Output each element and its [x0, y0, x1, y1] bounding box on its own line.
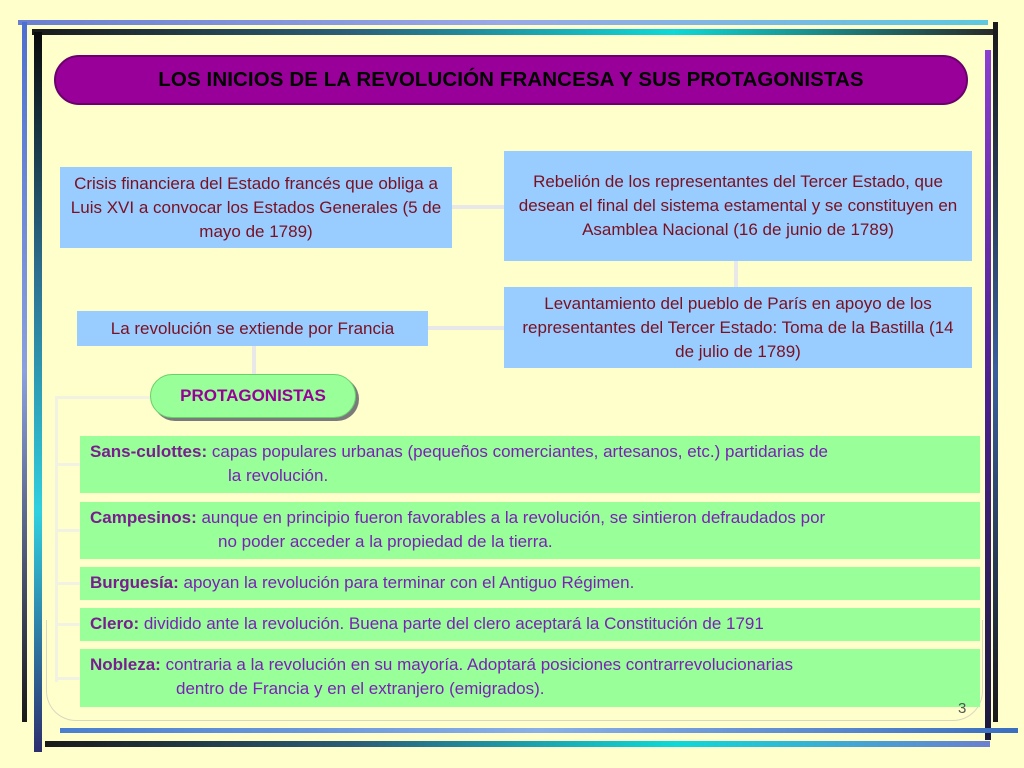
protagonistas-label: PROTAGONISTAS [150, 374, 356, 418]
box-crisis: Crisis financiera del Estado francés que obliga a Luis XVI a convocar los Estados Generales (5 de mayo de 1789) [60, 167, 452, 248]
frame-bottom-bar [45, 741, 990, 747]
frame-left-bar [22, 22, 27, 722]
protagonist-description-cont: no poder acceder a la propiedad de la tierra. [218, 532, 553, 551]
connector-branch [57, 529, 80, 532]
frame-top-bar-2 [32, 29, 994, 35]
connector-rebelion-levantamiento [734, 261, 738, 287]
protagonist-description: apoyan la revolución para terminar con el Antiguo Régimen. [178, 573, 635, 592]
frame-top-bar [18, 20, 988, 25]
connector-branch [57, 582, 80, 585]
protagonist-term: Nobleza: [90, 655, 161, 674]
protagonist-description: capas populares urbanas (pequeños comerciantes, artesanos, etc.) partidarias de [207, 442, 828, 461]
protagonist-burguesia [80, 567, 980, 600]
connector-tree-top [55, 396, 151, 399]
frame-left-bar-2 [34, 32, 42, 752]
connector-extiende-protagonistas [252, 346, 256, 374]
frame-right-bar-2 [993, 22, 998, 722]
page-title: LOS INICIOS DE LA REVOLUCIÓN FRANCESA Y SUS PROTAGONISTAS [54, 55, 968, 105]
connector-crisis-rebelion [452, 205, 504, 209]
box-rebelion: Rebelión de los representantes del Tercer Estado, que desean el final del sistema estamental y se constituyen en Asamblea Nacional (16 de junio de 1789) [504, 151, 972, 261]
protagonist-term: Clero: [90, 614, 140, 633]
protagonist-description: aunque en principio fueron favorables a la revolución, se sintieron defraudados por [196, 508, 826, 527]
protagonist-sans-culottes [80, 436, 980, 493]
box-extiende: La revolución se extiende por Francia [77, 311, 428, 346]
protagonist-description: dividido ante la revolución. Buena parte del clero aceptará la Constitución de 1791 [139, 614, 764, 633]
box-levantamiento: Levantamiento del pueblo de París en apoyo de los representantes del Tercer Estado: Toma de la Bastilla (14 de julio de 1789) [504, 287, 972, 368]
protagonist-term: Sans-culottes: [90, 442, 208, 461]
protagonist-clero [80, 608, 980, 641]
frame-right-bar [985, 50, 991, 740]
page-number: 3 [958, 700, 967, 717]
connector-branch [57, 463, 80, 466]
connector-tree-vertical [55, 396, 58, 682]
connector-branch [57, 677, 80, 680]
protagonist-nobleza [80, 649, 980, 707]
protagonist-campesinos [80, 502, 980, 559]
protagonist-description-cont: dentro de Francia y en el extranjero (emigrados). [176, 679, 545, 698]
protagonist-term: Campesinos: [90, 508, 197, 527]
protagonist-term: Burguesía: [90, 573, 179, 592]
protagonist-description: contraria a la revolución en su mayoría. Adoptará posiciones contrarrevolucionarias [160, 655, 794, 674]
frame-bottom-bar-2 [60, 728, 1018, 733]
connector-branch [57, 623, 80, 626]
protagonist-description-cont: la revolución. [228, 466, 329, 485]
connector-levantamiento-extiende [428, 326, 504, 330]
